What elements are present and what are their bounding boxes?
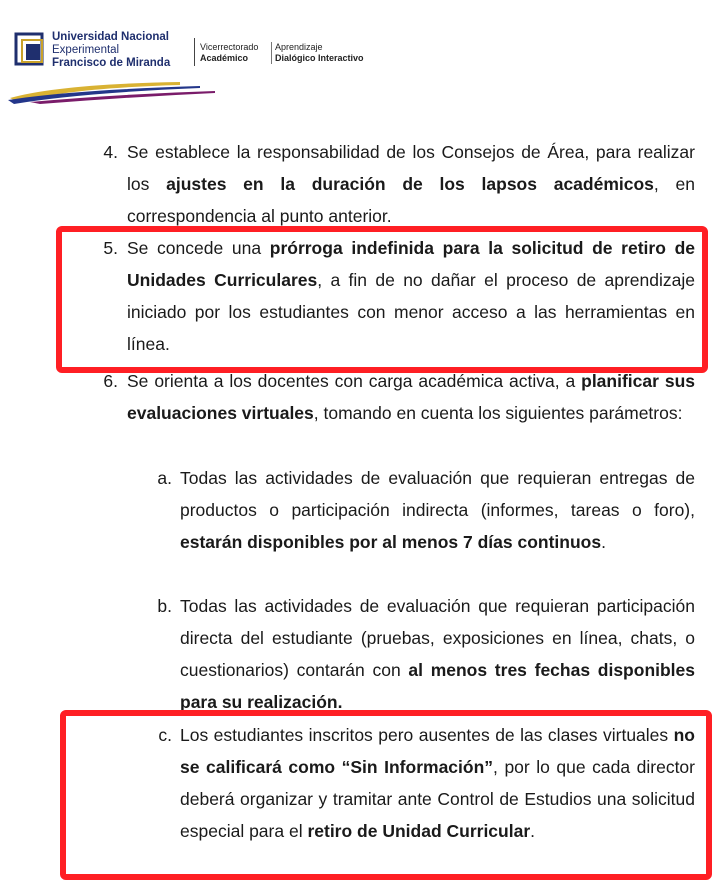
university-line2: Experimental <box>52 44 120 56</box>
university-line3: Francisco de Miranda <box>52 57 171 69</box>
item-letter: b. <box>157 596 172 616</box>
bold-run: prórroga indefinida para la solicitud de retiro de Unidades Curriculares <box>127 238 695 290</box>
text-run: Todas las actividades de evaluación que requieran participación directa del estudiante (pruebas, exposiciones en línea, chats, o cuestionarios) contarán con <box>180 596 695 680</box>
bold-run: ajustes en la duración de los lapsos académicos <box>166 174 654 194</box>
university-name <box>52 31 170 70</box>
text-run: Todas las actividades de evaluación que requieran entregas de productos o participación indirecta (informes, tareas o foro), <box>180 468 695 520</box>
text-run: , en correspondencia al punto anterior. <box>127 174 695 226</box>
text-run: Se orienta a los docentes con carga académica activa, a <box>127 371 582 391</box>
text-run: , tomando en cuenta los siguientes parámetros: <box>313 403 683 423</box>
header-divider <box>194 38 195 66</box>
list-item-4 <box>0 136 720 232</box>
item-text <box>127 365 695 429</box>
sub-item-b <box>0 590 720 718</box>
text-run: Se concede una <box>127 238 270 258</box>
text-run: . <box>530 821 536 841</box>
item-letter: c. <box>158 725 172 745</box>
text-run: . <box>601 532 606 552</box>
vice-line2: Académico <box>200 53 249 63</box>
aprendizaje-line2: Dialógico Interactivo <box>275 53 364 63</box>
highlight-box-item-5 <box>56 226 708 373</box>
item-number: 6. <box>103 371 118 391</box>
bold-run: planificar sus evaluaciones virtuales <box>127 371 695 423</box>
bold-run: estarán disponibles por al menos 7 días continuos <box>180 532 602 552</box>
item-text <box>180 462 695 558</box>
item-number: 4. <box>103 142 118 162</box>
university-line1: Universidad Nacional <box>52 31 169 43</box>
aprendizaje-label <box>275 42 364 64</box>
text-run: Se establece la responsabilidad de los Consejos de Área, para realizar los <box>127 142 695 194</box>
header-swoosh <box>0 76 720 106</box>
aprendizaje-line1: Aprendizaje <box>275 42 323 52</box>
item-text <box>127 136 695 232</box>
text-run: Los estudiantes inscritos pero ausentes de las clases virtuales <box>180 725 674 745</box>
vice-line1: Vicerrectorado <box>200 42 259 52</box>
text-run: , a fin de no dañar el proceso de aprendizaje iniciado por los estudiantes con menor acceso a las herramientas en línea. <box>127 270 696 354</box>
bold-run: retiro de Unidad Curricular <box>307 821 531 841</box>
item-letter: a. <box>157 468 172 488</box>
item-number: 5. <box>103 238 118 258</box>
bold-run: no se calificará como “Sin Información” <box>180 725 695 777</box>
document-header <box>0 0 720 110</box>
sub-item-a <box>0 462 720 590</box>
bold-run: al menos tres fechas disponibles para su realización. <box>180 660 696 712</box>
item-text <box>180 590 695 718</box>
text-run: , por lo que cada director deberá organizar y tramitar ante Control de Estudios una solicitud especial para el <box>180 757 695 841</box>
header-divider-small <box>271 42 272 64</box>
list-item-6 <box>0 365 720 461</box>
highlight-box-item-c <box>60 710 712 880</box>
university-logo-icon <box>14 30 48 70</box>
vicerrectorado-label <box>200 42 258 64</box>
